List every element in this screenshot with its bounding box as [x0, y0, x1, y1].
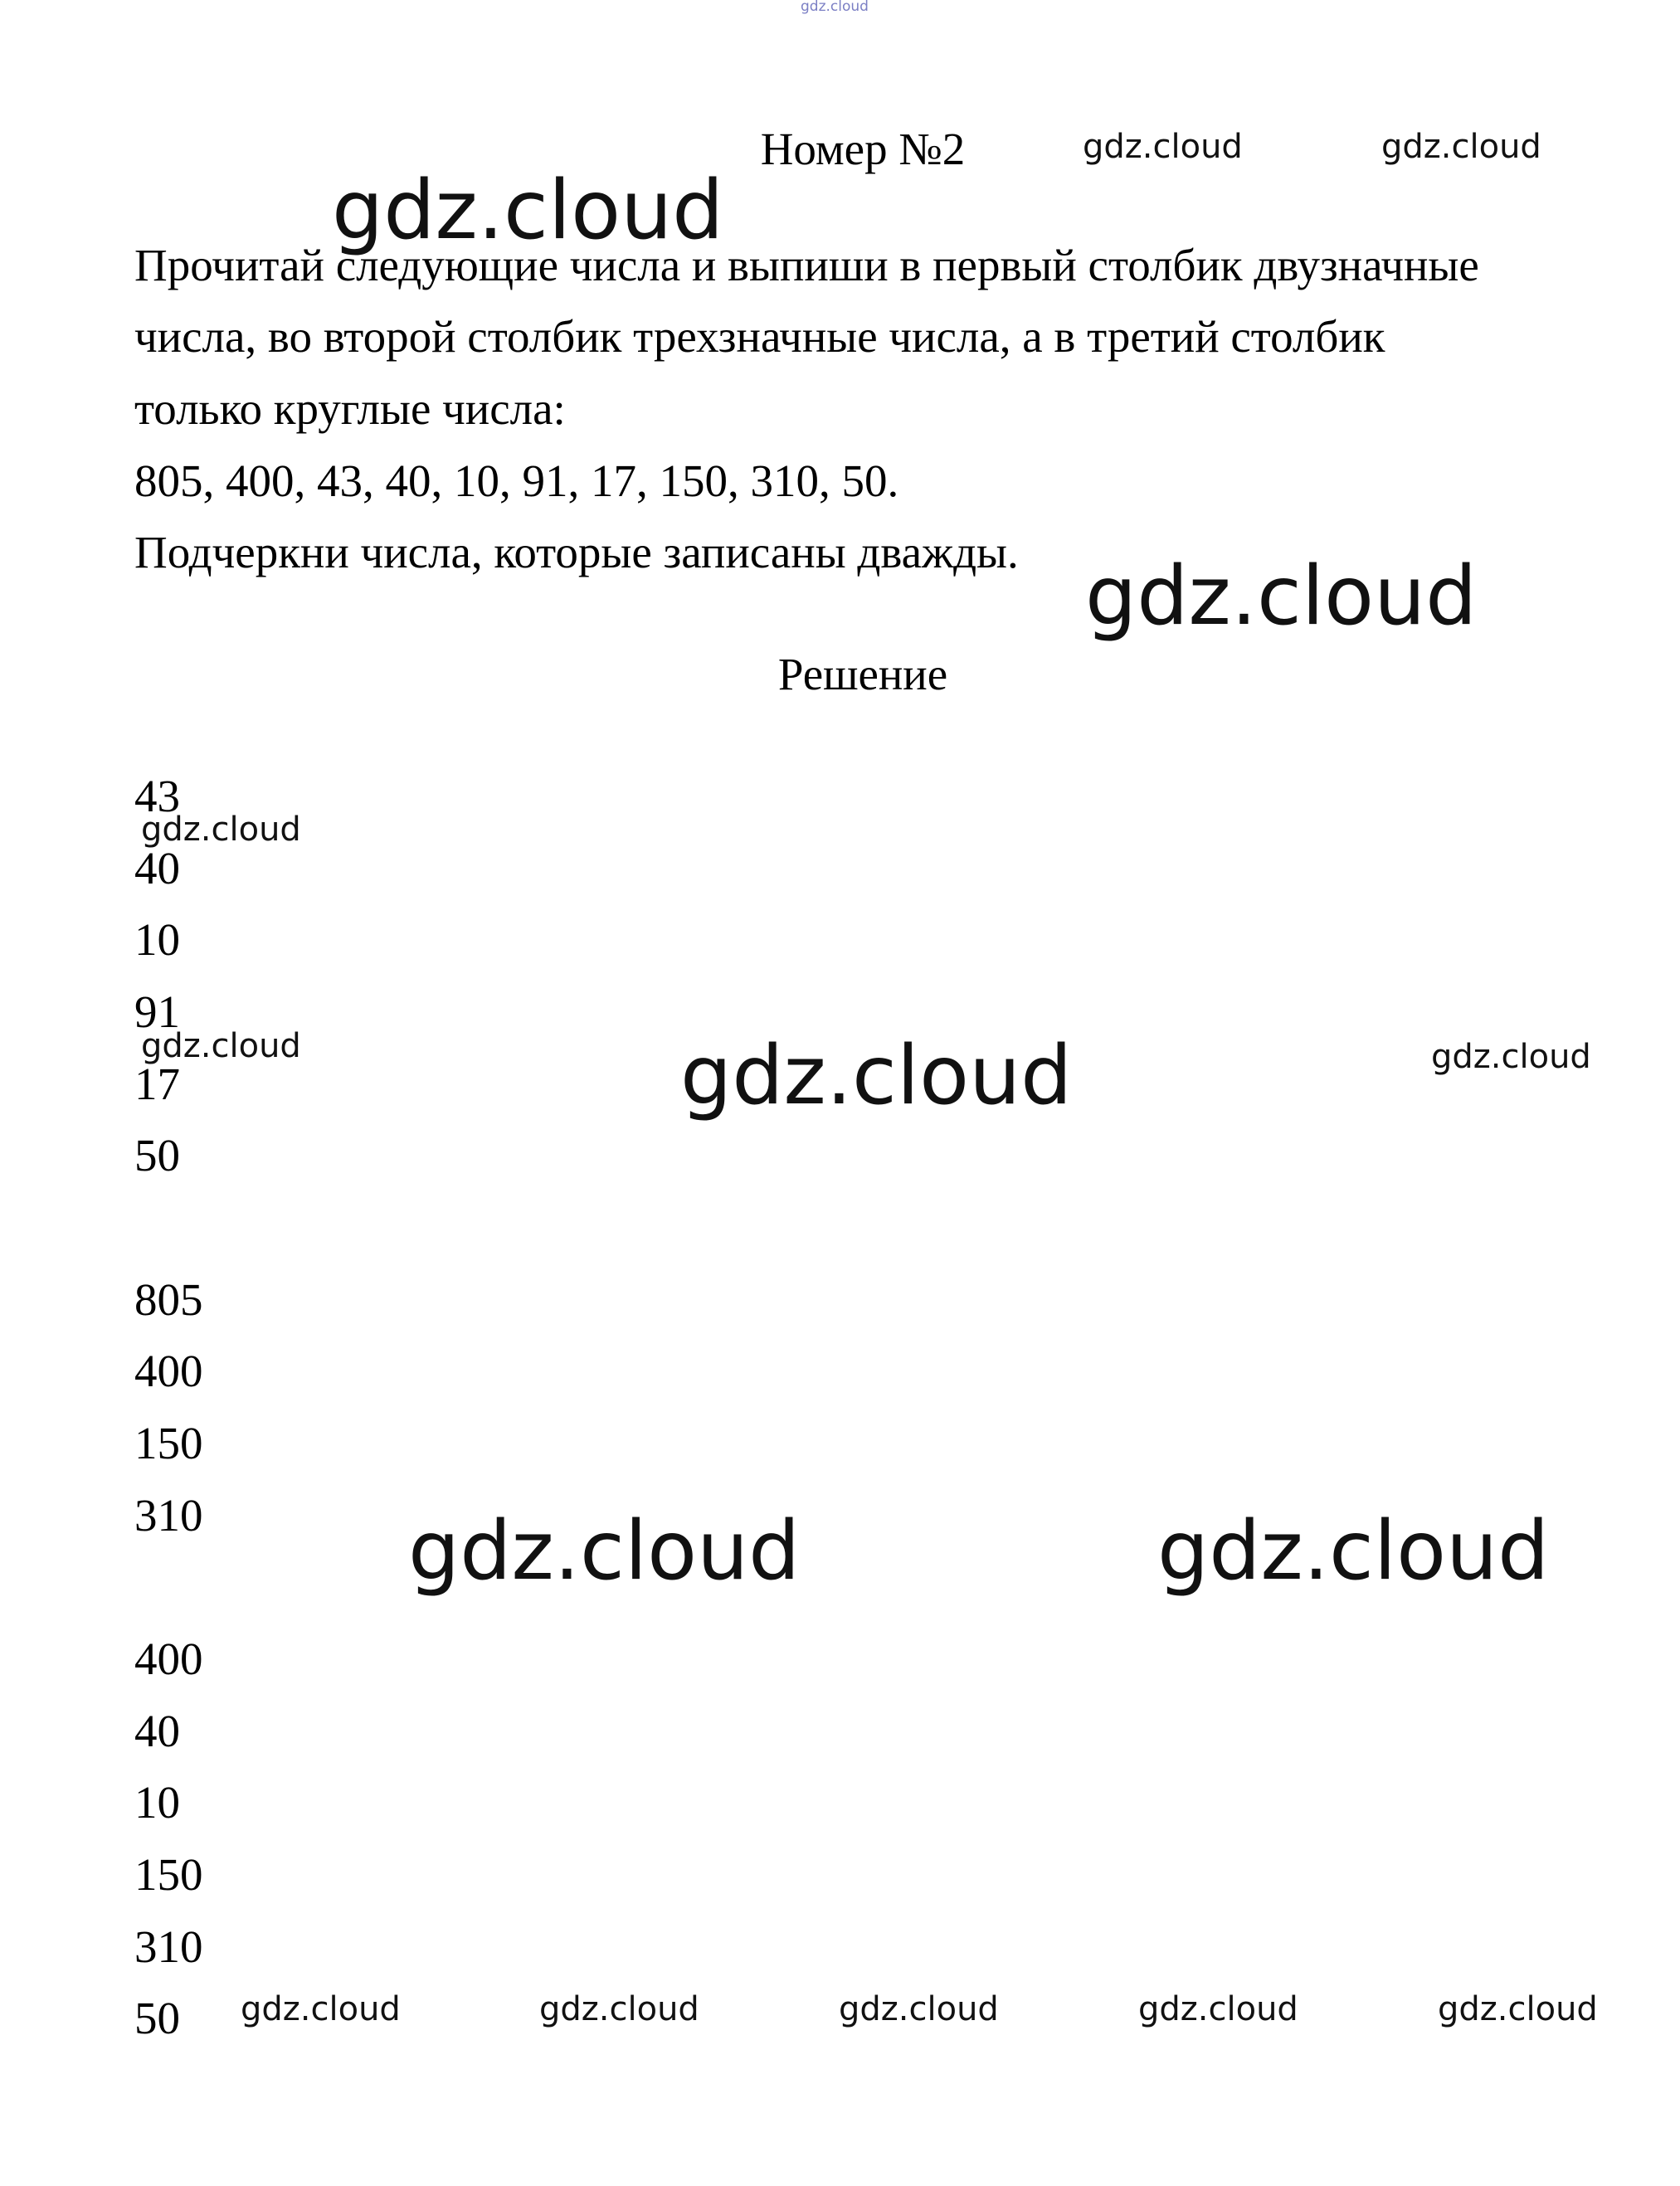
column2-item: 150	[134, 1418, 203, 1468]
column3-item: 40	[134, 1706, 180, 1756]
column3-item: 400	[134, 1633, 203, 1684]
watermark: gdz.cloud	[839, 1990, 999, 2028]
watermark: gdz.cloud	[1085, 549, 1478, 644]
watermark: gdz.cloud	[1157, 1504, 1550, 1599]
watermark: gdz.cloud	[680, 1029, 1073, 1123]
column3-item: 50	[134, 1993, 180, 2043]
task-numbers: 805, 400, 43, 40, 10, 91, 17, 150, 310, 50.	[134, 455, 899, 506]
watermark: gdz.cloud	[1138, 1990, 1298, 2028]
watermark: gdz.cloud	[408, 1504, 801, 1599]
column1-item: 10	[134, 914, 180, 965]
column1-item: 40	[134, 843, 180, 893]
column3-item: 310	[134, 1921, 203, 1972]
column3-item: 10	[134, 1777, 180, 1828]
column3-item: 150	[134, 1849, 203, 1900]
column1-item: 91	[134, 986, 180, 1037]
watermark: gdz.cloud	[1438, 1990, 1598, 2028]
column1-item: 17	[134, 1059, 180, 1109]
watermark-tiny: gdz.cloud	[801, 0, 869, 15]
watermark: gdz.cloud	[1381, 128, 1541, 166]
task-line-3: только круглые числа:	[134, 383, 566, 434]
task-line-1: Прочитай следующие числа и выпиши в первый столбик двузначные	[134, 240, 1479, 290]
watermark: gdz.cloud	[332, 163, 724, 258]
column2-item: 400	[134, 1346, 203, 1396]
column1-item: 43	[134, 771, 180, 821]
column2-item: 310	[134, 1490, 203, 1541]
column1-item: 50	[134, 1130, 180, 1181]
watermark: gdz.cloud	[141, 811, 301, 849]
page-title: Номер №2	[760, 124, 966, 174]
task-line-5: Подчеркни числа, которые записаны дважды.	[134, 527, 1019, 577]
solution-heading: Решение	[777, 649, 948, 699]
column2-item: 805	[134, 1274, 203, 1325]
task-line-2: числа, во второй столбик трехзначные числа, а в третий столбик	[134, 311, 1385, 362]
watermark: gdz.cloud	[539, 1990, 699, 2028]
watermark: gdz.cloud	[241, 1990, 401, 2028]
watermark: gdz.cloud	[1431, 1038, 1591, 1076]
watermark: gdz.cloud	[141, 1027, 301, 1065]
watermark: gdz.cloud	[1083, 128, 1243, 166]
